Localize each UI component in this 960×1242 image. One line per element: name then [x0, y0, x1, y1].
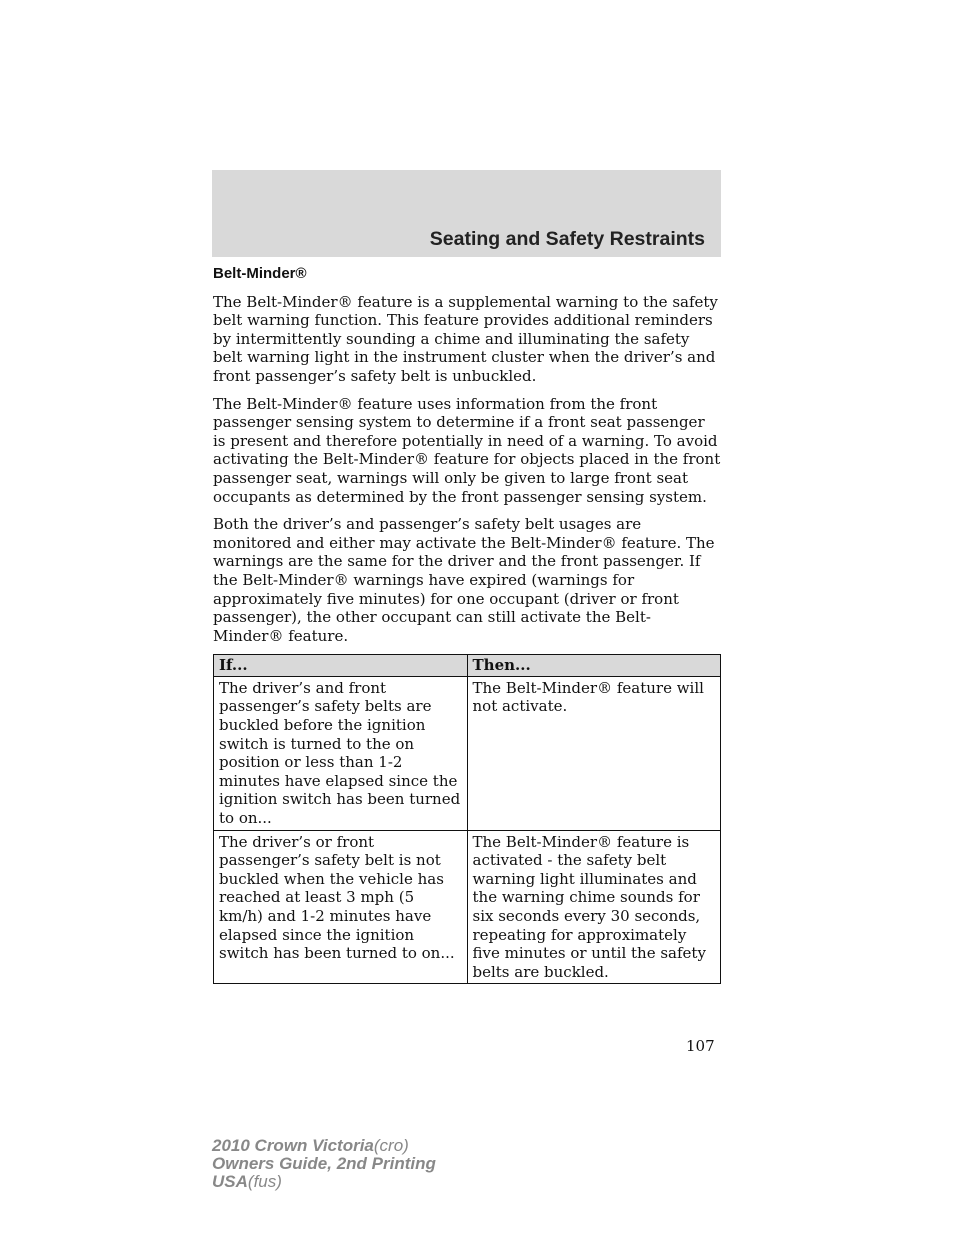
- page-number: 107: [686, 1037, 715, 1055]
- table-cell-result: The Belt-Minder® feature will not activate.: [467, 676, 721, 830]
- table-cell-condition: The driver’s and front passenger’s safety belts are buckled before the ignition switch is turned to the on position or less than 1-2 minutes have elapsed since the ignition switch has been turned to on...: [214, 676, 468, 830]
- footer-model-code: (cro): [373, 1136, 409, 1155]
- footer-line-1: [212, 1137, 436, 1155]
- footer-line-2: Owners Guide, 2nd Printing: [212, 1154, 436, 1173]
- table-row: [214, 830, 721, 984]
- footer-imprint: [212, 1137, 436, 1191]
- paragraph-3: Both the driver’s and passenger’s safety belt usages are monitored and either may activate the Belt-Minder® feature. The warnings are the same for the driver and the front passenger. If the Belt-Minder® warnings have expired (warnings for approximately five minutes) for one occupant (driver or front passenger), the other occupant can still activate the Belt-Minder® feature.: [213, 515, 715, 645]
- belt-minder-table: [213, 654, 721, 984]
- table-header-if: If...: [214, 655, 468, 677]
- footer-market: USA: [212, 1172, 248, 1191]
- main-content: [213, 265, 721, 984]
- table-cell-condition: The driver’s or front passenger’s safety belt is not buckled when the vehicle has reached at least 3 mph (5 km/h) and 1-2 minutes have elapsed since the ignition switch has been turned to on...: [214, 830, 468, 984]
- table-cell-result: The Belt-Minder® feature is activated - the safety belt warning light illuminates and the warning chime sounds for six seconds every 30 seconds, repeating for approximately five minutes or until the safety belts are buckled.: [467, 830, 721, 984]
- footer-market-code: (fus): [247, 1172, 282, 1191]
- paragraph-1: The Belt-Minder® feature is a supplemental warning to the safety belt warning function. This feature provides additional reminders by intermittently sounding a chime and illuminating the safety belt warning light in the instrument cluster when the driver’s and front passenger’s safety belt is unbuckled.: [213, 292, 718, 385]
- paragraph-2: The Belt-Minder® feature uses information from the front passenger sensing system to determine if a front seat passenger is present and therefore potentially in need of a warning. To avoid activating the Belt-Minder® feature for objects placed in the front passenger seat, warnings will only be given to large front seat occupants as determined by the front passenger sensing system.: [213, 394, 721, 506]
- table-row: [214, 676, 721, 830]
- section-heading: Belt-Minder®: [213, 265, 307, 282]
- table-header-row: [214, 655, 721, 677]
- page-header-title: Seating and Safety Restraints: [429, 228, 705, 250]
- header-band: [212, 170, 721, 257]
- footer-line-3: [212, 1173, 436, 1191]
- footer-model: 2010 Crown Victoria: [212, 1136, 374, 1155]
- table-header-then: Then...: [467, 655, 721, 677]
